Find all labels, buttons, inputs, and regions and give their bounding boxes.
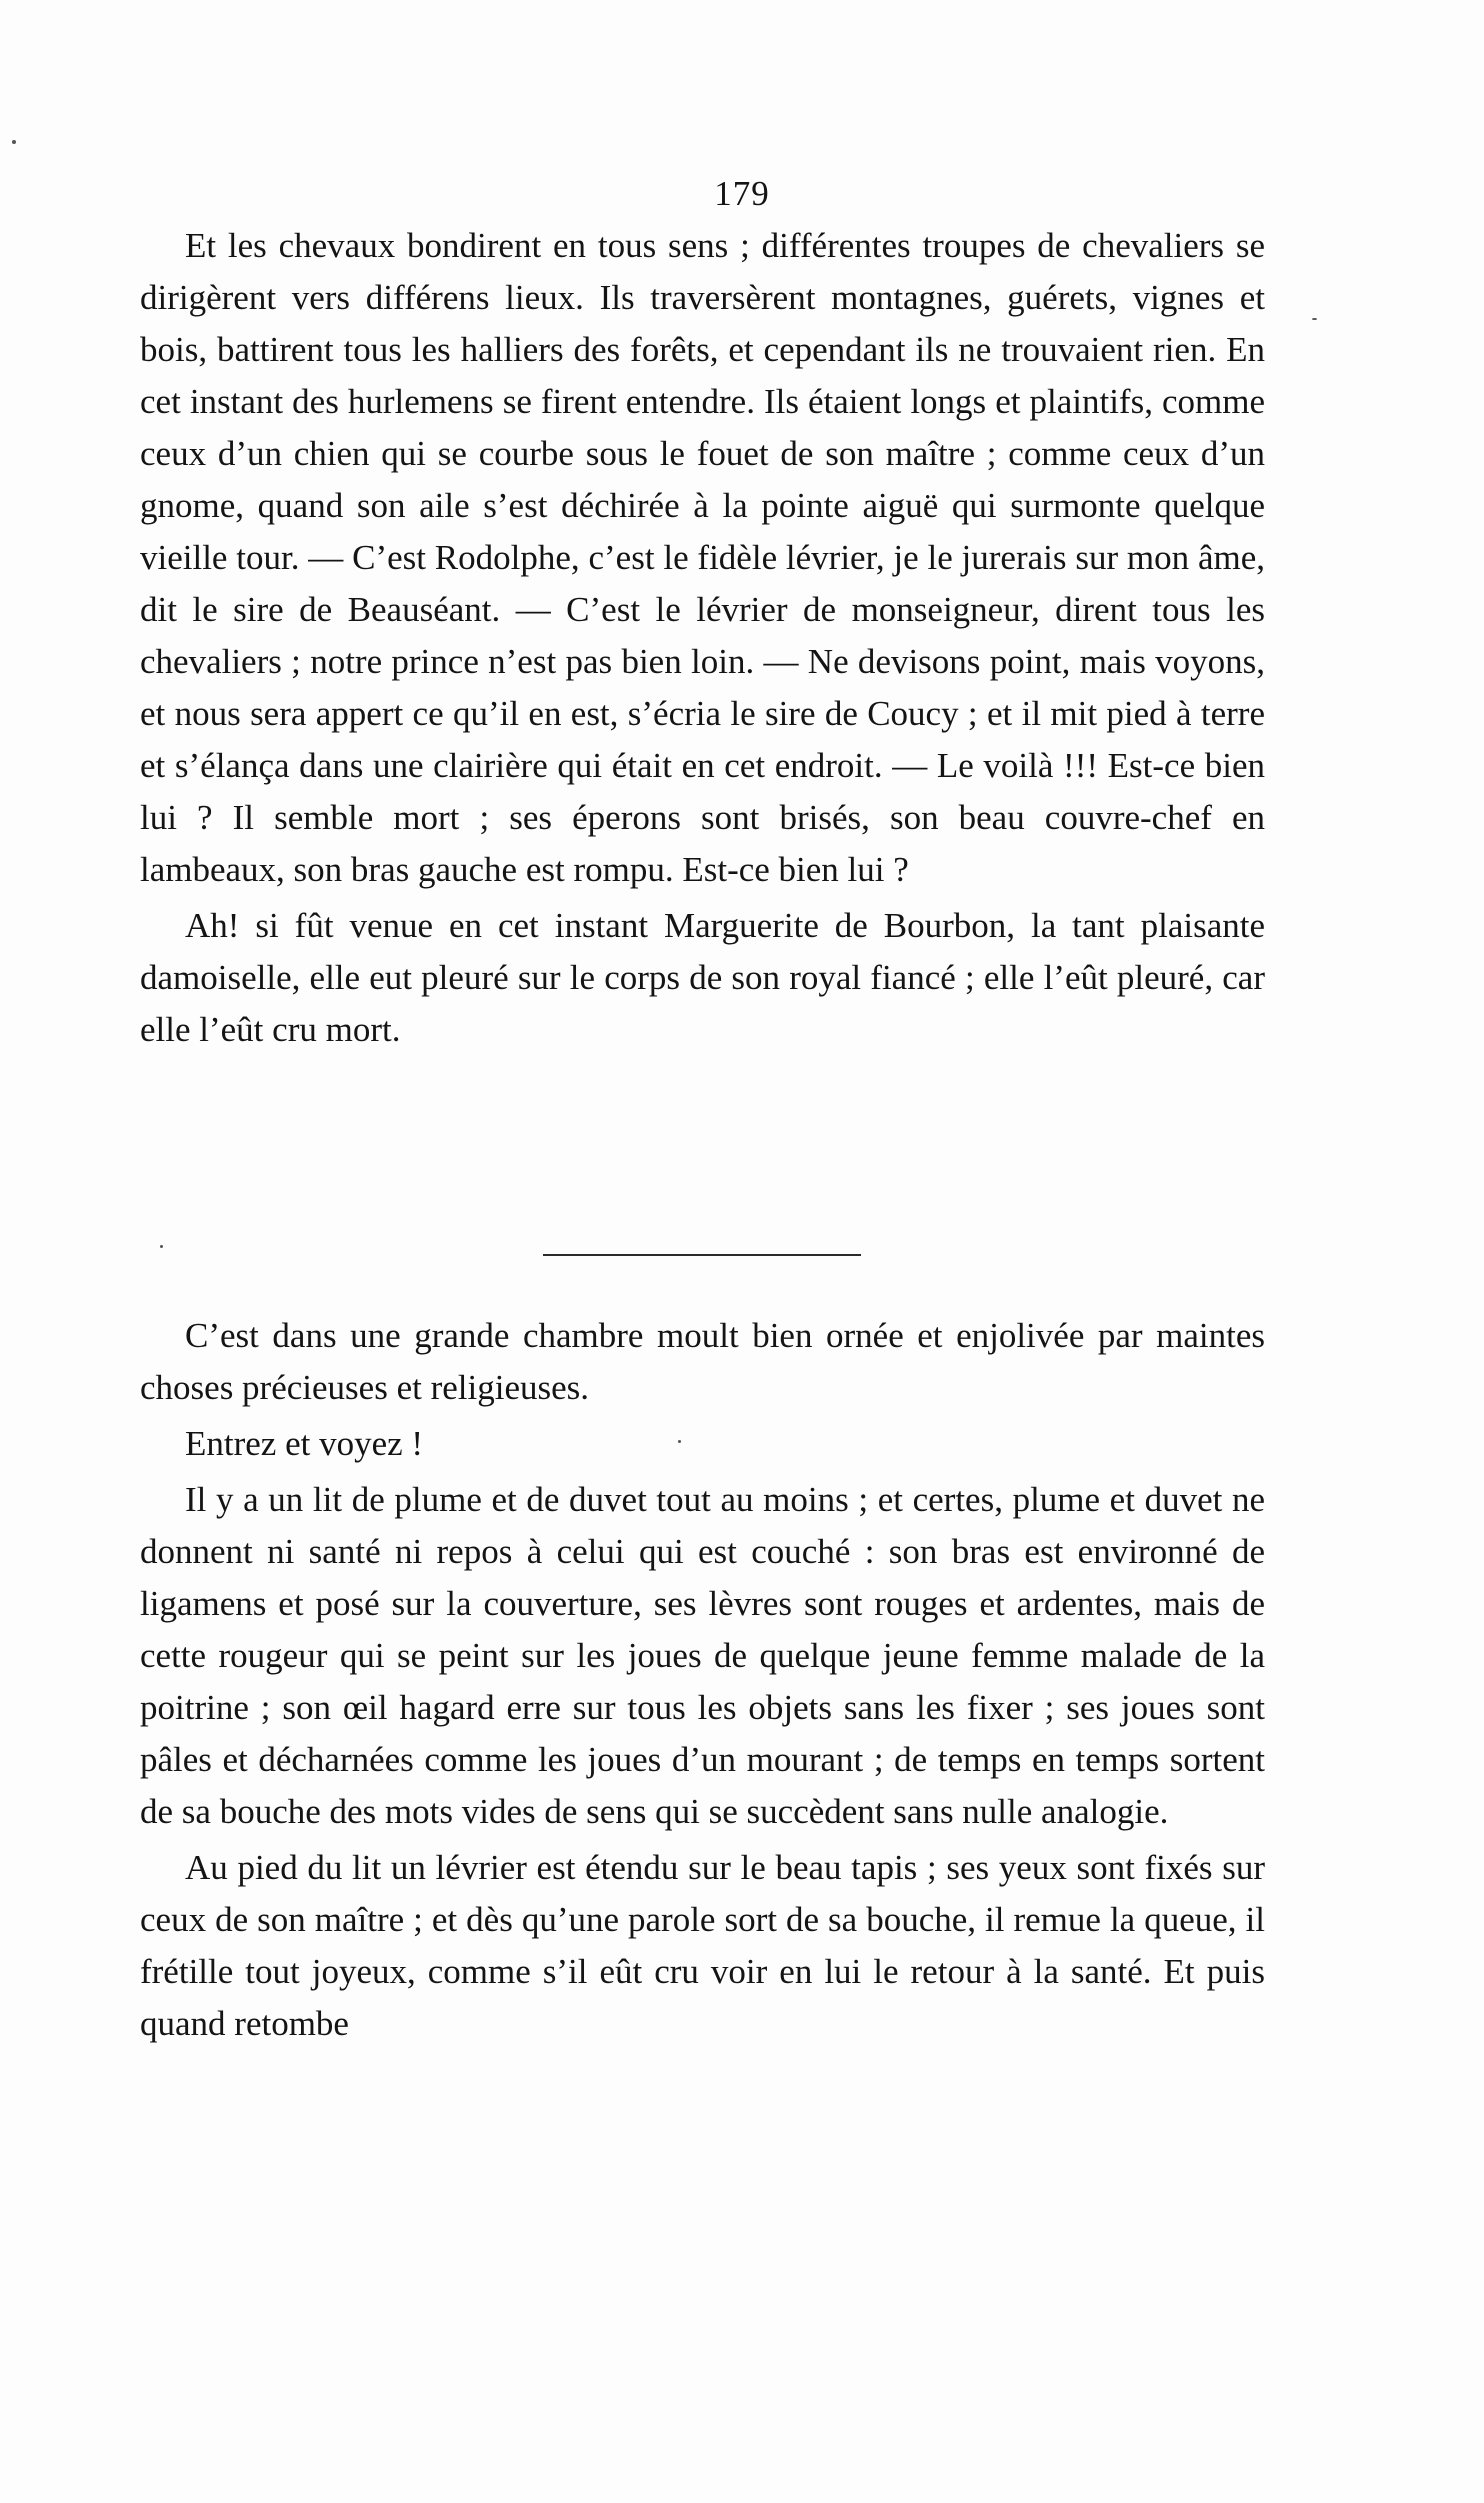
text-section-2 xyxy=(140,1310,1265,2054)
paper-speck xyxy=(160,1245,163,1248)
paragraph: Il y a un lit de plume et de duvet tout au moins ; et certes, plume et duvet ne donnent ni santé ni repos à celui qui est couché : son bras est environné de ligamens et posé sur la couverture, ses lèvres sont rouges et ardentes, mais de cette rougeur qui se peint sur les joues de quelque jeune femme malade de la poitrine ; son œil hagard erre sur tous les objets sans les fixer ; ses joues sont pâles et décharnées comme les joues d’un mourant ; de temps en temps sortent de sa bouche des mots vides de sens qui se succèdent sans nulle analogie. xyxy=(140,1480,1265,1831)
paper-speck xyxy=(1312,318,1317,320)
paragraph: Entrez et voyez ! xyxy=(185,1424,424,1463)
paragraph: Et les chevaux bondirent en tous sens ; différentes troupes de chevaliers se dirigèrent vers différens lieux. Ils traversèrent montagnes, guérets, vignes et bois, battirent tous les halliers des forêts, et cependant ils ne trouvaient rien. En cet instant des hurlemens se firent entendre. Ils étaient longs et plaintifs, comme ceux d’un chien qui se courbe sous le fouet de son maître ; comme ceux d’un gnome, quand son aile s’est déchirée à la pointe aiguë qui surmonte quelque vieille tour. — C’est Rodolphe, c’est le fidèle lévrier, je le jurerais sur mon âme, dit le sire de Beauséant. — C’est le lévrier de monseigneur, dirent tous les chevaliers ; notre prince n’est pas bien loin. — Ne devisons point, mais voyons, et nous sera appert ce qu’il en est, s’écria le sire de Coucy ; et il mit pied à terre et s’élança dans une clairière qui était en cet endroit. — Le voilà !!! Est-ce bien lui ? Il semble mort ; ses éperons sont brisés, son beau couvre-chef en lambeaux, son bras gauche est rompu. Est-ce bien lui ? xyxy=(140,226,1265,889)
text-section-1 xyxy=(140,220,1265,1060)
paragraph: Au pied du lit un lévrier est étendu sur le beau tapis ; ses yeux sont fixés sur ceux de son maître ; et dès qu’une parole sort de sa bouche, il remue la queue, il frétille tout joyeux, comme s’il eût cru voir en lui le retour à la santé. Et puis quand retombe xyxy=(140,1848,1265,2043)
paper-speck xyxy=(678,1440,681,1443)
paragraph: Ah! si fût venue en cet instant Marguerite de Bourbon, la tant plaisante damoiselle, elle eut pleuré sur le corps de son royal fiancé ; elle l’eût pleuré, car elle l’eût cru mort. xyxy=(140,906,1265,1049)
page-number: 179 xyxy=(714,174,770,213)
section-separator-rule xyxy=(543,1254,861,1256)
paragraph: C’est dans une grande chambre moult bien ornée et enjolivée par maintes choses précieuses et religieuses. xyxy=(140,1316,1265,1407)
paper-speck xyxy=(12,140,16,144)
